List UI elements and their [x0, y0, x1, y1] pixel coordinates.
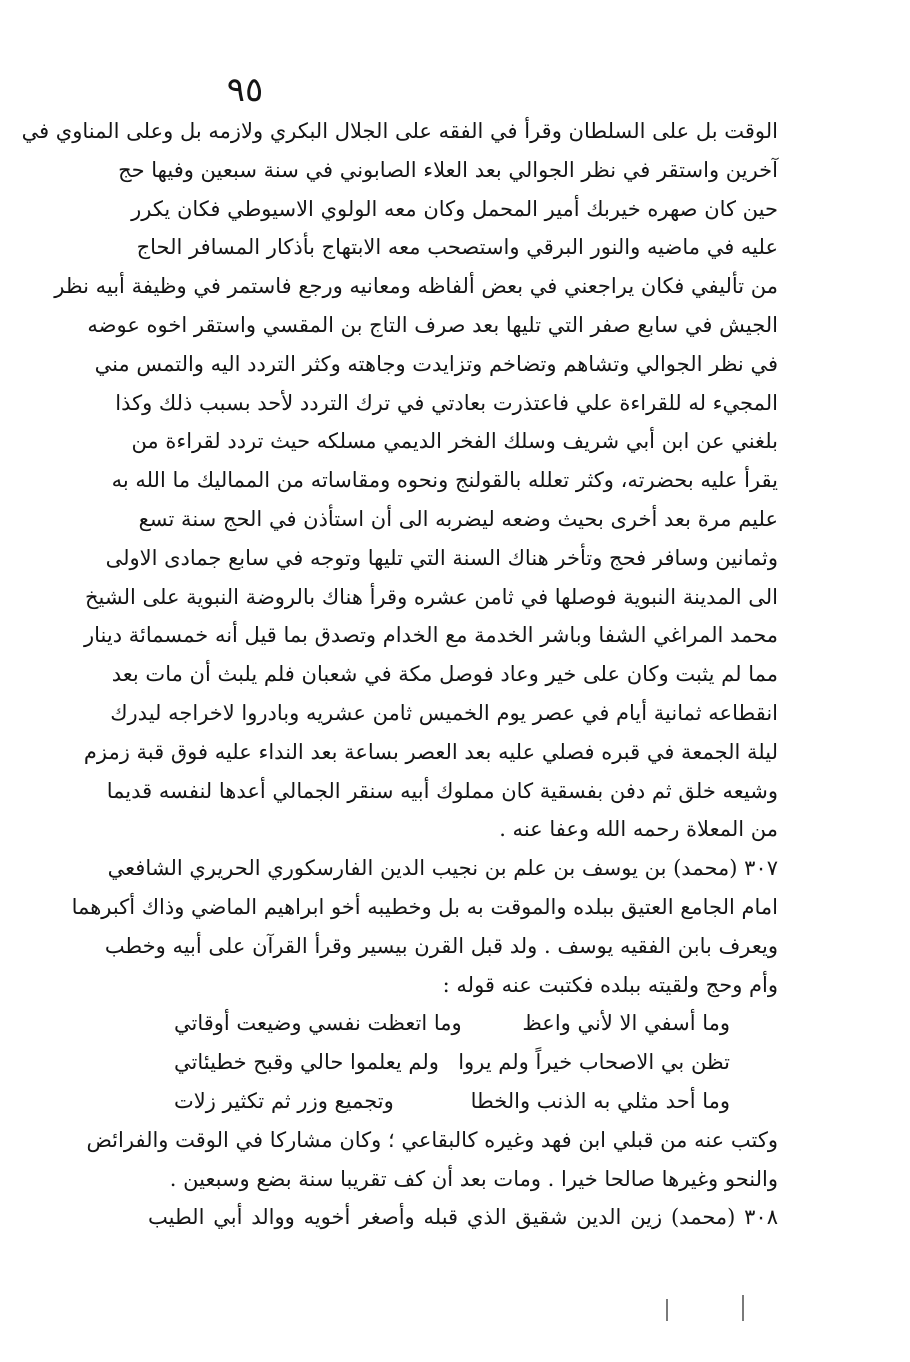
text-line: حين كان صهره خيربك أمير المحمل وكان معه الولوي الاسيوطي فكان يكرر — [131, 196, 778, 221]
poem-verse — [148, 1082, 778, 1121]
verse-first-hemistich: وما أحد مثلي به الذنب والخطا — [470, 1088, 730, 1113]
text-line: الجيش في سابع صفر التي تليها بعد صرف التاج بن المقسي واستقر اخوه عوضه — [87, 312, 778, 337]
text-line: الوقت بل على السلطان وقرأ في الفقه على الجلال البكري ولازمه بل وعلى المناوي في — [21, 119, 778, 143]
edge-mark — [666, 1299, 668, 1321]
text-line: امام الجامع العتيق ببلده والموقت به بل وخطيبه أخو ابراهيم الماضي وذاك أكبرهما — [71, 894, 778, 919]
poem-verse — [148, 1004, 778, 1043]
text-line: مما لم يثبت وكان على خير وعاد فوصل مكة في شعبان فلم يلبث أن مات بعد — [111, 662, 778, 687]
text-line: انقطاعه ثمانية أيام في عصر يوم الخميس ثامن عشريه وبادروا لاخراجه ليدرك — [110, 700, 778, 725]
text-line: عليه في ماضيه والنور البرقي واستصحب معه الابتهاج بأذكار المسافر الحاج — [136, 235, 778, 260]
text-line: وثمانين وسافر فحج وتأخر هناك السنة التي تليها وتوجه في سابع جمادى الاولى — [105, 545, 778, 570]
text-line: وأم وحج ولقيته ببلده فكتبت عنه قوله : — [442, 972, 778, 997]
text-line: والنحو وغيرها صالحا خيرا . ومات بعد أن كف تقريبا سنة بضع وسبعين . — [169, 1166, 778, 1191]
text-line: من المعلاة رحمه الله وعفا عنه . — [499, 817, 778, 842]
text-line: الى المدينة النبوية فوصلها في ثامن عشره وقرأ هناك بالروضة النبوية على الشيخ — [84, 584, 778, 609]
verse-second-hemistich: ولم يعلموا حالي وقبح خطيئاتي — [174, 1050, 439, 1075]
text-line: المجيء له للقراءة علي فاعتذرت بعادتي في ترك التردد لأحد بسبب ذلك وكذا — [115, 390, 778, 415]
verse-first-hemistich: تظن بي الاصحاب خيراً ولم يروا — [458, 1050, 730, 1075]
text-line: محمد المراغي الشفا وباشر الخدمة مع الخدام وتصدق بما قيل أنه خمسمائة دينار — [84, 623, 778, 648]
verse-first-hemistich: وما أسفي الا لأني واعظ — [522, 1011, 730, 1036]
main-text — [21, 112, 778, 1237]
text-line: ليلة الجمعة في قبره فصلي عليه بعد العصر بساعة بعد النداء عليه فوق قبة زمزم — [83, 739, 778, 764]
page-number: ٩٥ — [226, 70, 264, 110]
edge-mark — [742, 1295, 744, 1321]
text-line: عليم مرة بعد أخرى بحيث وضعه ليضربه الى أن استأذن في الحج سنة تسع — [138, 506, 778, 531]
poem-verse — [148, 1043, 778, 1082]
text-line: بلغني عن ابن أبي شريف وسلك الفخر الديمي مسلكه حيث تردد لقراءة من — [131, 429, 778, 454]
text-line: من تأليفي فكان يراجعني في بعض ألفاظه ومعانيه ورجع فاستمر في وظيفة أبيه نظر — [54, 274, 778, 299]
text-line: يقرأ عليه بحضرته، وكثر تعلله بالقولنج ونحوه ومقاساته من المماليك ما الله به — [111, 468, 778, 493]
verse-second-hemistich: وما اتعظت نفسي وضيعت أوقاتي — [174, 1011, 462, 1036]
text-line: وشيعه خلق ثم دفن بفسقية كان مملوك أبيه سنقر الجمالي أعدها لنفسه قديما — [106, 778, 778, 803]
text-line: آخرين واستقر في نظر الجوالي بعد العلاء الصابوني في سنة سبعين وفيها حج — [118, 157, 778, 182]
verse-second-hemistich: وتجميع وزر ثم تكثير زلات — [174, 1088, 394, 1113]
page-edge-marks — [660, 1295, 750, 1325]
text-line: ويعرف بابن الفقيه يوسف . ولد قبل القرن بيسير وقرأ القرآن على أبيه وخطب — [104, 933, 778, 958]
text-line: في نظر الجوالي وتشاهم وتضاخم وتزايدت وجاهته وكثر التردد اليه والتمس مني — [94, 351, 778, 376]
entry-307-line: ٣٠٧ (محمد) بن يوسف بن علم بن نجيب الدين الفارسكوري الحريري الشافعي — [107, 856, 778, 881]
entry-308-line: ٣٠٨ (محمد) زين الدين شقيق الذي قبله وأصغر أخويه ووالد أبي الطيب — [148, 1205, 778, 1230]
text-line: وكتب عنه من قبلي ابن فهد وغيره كالبقاعي ؛ وكان مشاركا في الوقت والفرائض — [86, 1127, 778, 1152]
